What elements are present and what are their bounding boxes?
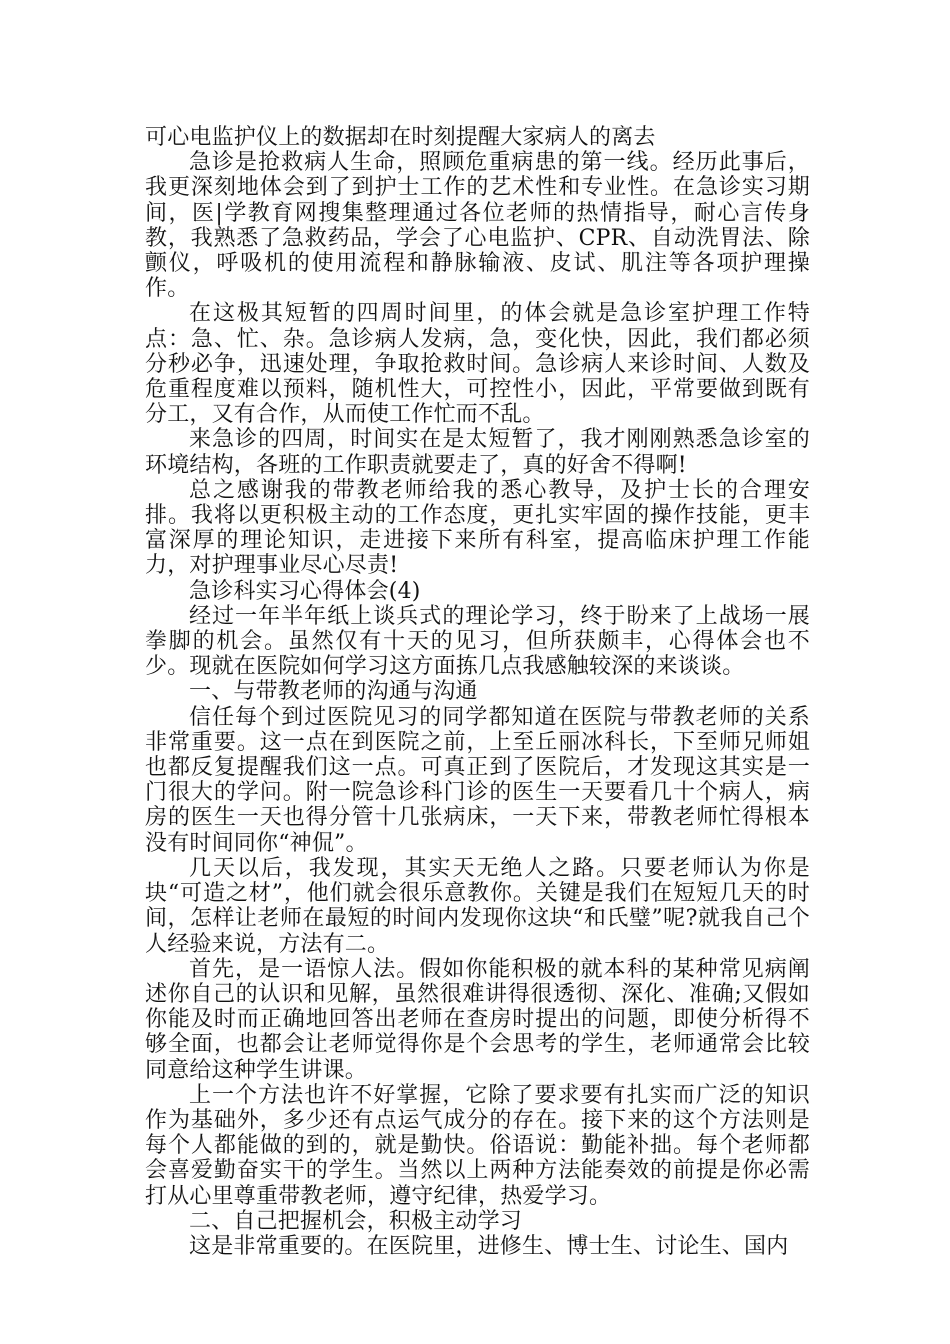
paragraph-9: 信任每个到过医院见习的同学都知道在医院与带教老师的关系非常重要。这一点在到医院之前，上至丘丽冰科长，下至师兄师姐也都反复提醒我们这一点。可真正到了医院后，才发现这其实是一门很大的学问。附一院急诊科门诊的医生一天要看几十个病人，病房的医生一天也得分管十几张病床，一天下来，带教老师忙得根本没有时间同你“神侃”。	[145, 704, 810, 856]
paragraph-3: 在这极其短暂的四周时间里，的体会就是急诊室护理工作特点：急、忙、杂。急诊病人发病，急，变化快，因此，我们都必须分秒必争，迅速处理，争取抢救时间。急诊病人来诊时间、人数及危重程度难以预料，随机性大，可控性小，因此，平常要做到既有分工，又有合作，从而使工作忙而不乱。	[145, 301, 810, 428]
section-title: 急诊科实习心得体会(4)	[189, 578, 421, 604]
paragraph-10: 几天以后，我发现，其实天无绝人之路。只要老师认为你是块“可造之材”，他们就会很乐意教你。关键是我们在短短几天的时间，怎样让老师在最短的时间内发现你这块“和氏璧”呢?就我自己个人经验来说，方法有二。	[145, 855, 810, 957]
paragraph-12: 上一个方法也许不好掌握，它除了要求要有扎实而广泛的知识作为基础外，多少还有点运气成分的存在。接下来的这个方法则是每个人都能做的到的，就是勤快。俗语说：勤能补拙。每个老师都会喜爱勤奋实干的学生。当然以上两种方法能奏效的前提是你必需打从心里尊重带教老师，遵守纪律，热爱学习。	[145, 1082, 810, 1209]
document-body	[145, 125, 810, 1259]
paragraph-5: 总之感谢我的带教老师给我的悉心教导，及护士长的合理安排。我将以更积极主动的工作态度，更扎实牢固的操作技能，更丰富深厚的理论知识，走进接下来所有科室，提高临床护理工作能力，对护理事业尽心尽责!	[145, 477, 810, 579]
paragraph-7: 经过一年半年纸上谈兵式的理论学习，终于盼来了上战场一展拳脚的机会。虽然仅有十天的见习，但所获颇丰，心得体会也不少。现就在医院如何学习这方面拣几点我感触较深的来谈谈。	[145, 603, 810, 680]
paragraph-14: 这是非常重要的。在医院里，进修生、博士生、讨论生、国内	[189, 1233, 789, 1259]
paragraph-11: 首先，是一语惊人法。假如你能积极的就本科的某种常见病阐述你自己的认识和见解，虽然很难讲得很透彻、深化、准确;又假如你能及时而正确地回答出老师在查房时提出的问题，即使分析得不够全面，也都会让老师觉得你是个会思考的学生，老师通常会比较同意给这种学生讲课。	[145, 956, 810, 1083]
paragraph-1: 可心电监护仪上的数据却在时刻提醒大家病人的离去	[145, 125, 656, 150]
section-heading-2: 二、自己把握机会，积极主动学习	[189, 1208, 523, 1234]
section-heading-1: 一、与带教老师的沟通与沟通	[189, 679, 478, 705]
paragraph-2: 急诊是抢救病人生命，照顾危重病患的第一线。经历此事后，我更深刻地体会到了到护士工作的艺术性和专业性。在急诊实习期间，医|学教育网搜集整理通过各位老师的热情指导，耐心言传身教，我熟悉了急救药品，学会了心电监护、CPR、自动洗胃法、除颤仪，呼吸机的使用流程和静脉输液、皮试、肌注等各项护理操作。	[145, 150, 810, 302]
paragraph-4: 来急诊的四周，时间实在是太短暂了，我才刚刚熟悉急诊室的环境结构，各班的工作职责就要走了，真的好舍不得啊!	[145, 427, 810, 478]
